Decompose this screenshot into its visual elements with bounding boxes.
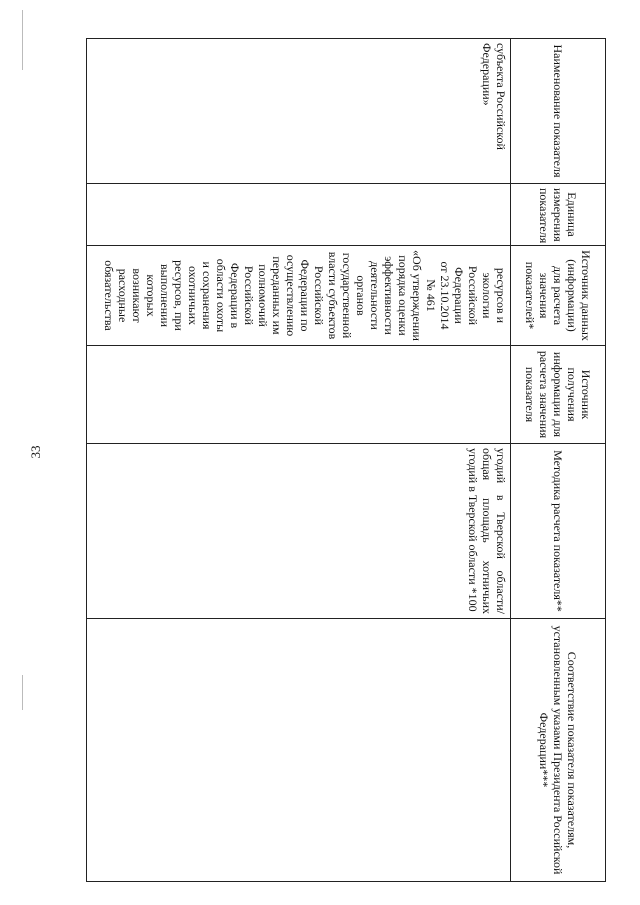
source-line: Российской	[466, 265, 480, 326]
source-line: от 23.10.2014	[438, 261, 452, 330]
source-line: Федерации	[452, 267, 466, 324]
source-line: эффективности	[382, 256, 396, 335]
table-header-row	[511, 39, 606, 882]
source-line: порядка оценки	[396, 255, 410, 336]
cell-unit	[87, 184, 511, 246]
header-indicator-name: Наименование показателя	[511, 39, 606, 184]
header-compliance: Соответствие показателя показателям, установленным указами Президента Российской Федерации***	[511, 619, 606, 882]
margin-mark	[22, 10, 23, 70]
source-line: полномочий	[256, 264, 270, 327]
source-line: экологии	[480, 272, 494, 319]
rotated-table-wrapper	[86, 38, 606, 881]
cell-indicator-name: субъекта Российской Федерации»	[87, 39, 511, 184]
source-line: переданных им	[270, 256, 284, 335]
table-row	[87, 39, 511, 882]
source-line: расходные	[116, 268, 130, 323]
source-line: ресурсов и	[494, 267, 508, 324]
source-line: «Об утверждении	[410, 250, 424, 341]
source-line: государственной	[340, 252, 354, 339]
source-line: выполнении	[158, 264, 172, 327]
source-line: ресурсов, при	[172, 260, 186, 331]
source-line: № 461	[424, 279, 438, 312]
margin-mark	[22, 675, 23, 710]
header-info-source: Источник получения информации для расчета значения показателя	[511, 346, 606, 444]
cell-info-source	[87, 346, 511, 444]
source-line: Федерации по	[298, 259, 312, 332]
source-line: и сохранения	[200, 261, 214, 330]
source-line: деятельности	[368, 261, 382, 330]
source-line: органов	[354, 275, 368, 316]
source-line: Российской	[242, 265, 256, 326]
cell-method: угодий в Тверской области/общая площадь хотничьих угодий в Тверской области *100	[87, 444, 511, 619]
source-line: власти субъектов	[326, 251, 340, 340]
indicator-table	[86, 38, 606, 882]
header-data-source: Источник данных (информации) для расчета значения показателей*	[511, 246, 606, 346]
source-line: обязательства	[102, 260, 116, 331]
header-method: Методика расчета показателя**	[511, 444, 606, 619]
cell-compliance	[87, 619, 511, 882]
source-line: охотничьих	[186, 265, 200, 326]
page-number: 33	[28, 445, 43, 459]
source-line: осуществлению	[284, 254, 298, 337]
source-line: Российской	[312, 265, 326, 326]
source-line: области охоты	[214, 258, 228, 333]
header-unit: Единица измерения показателя	[511, 184, 606, 246]
source-line: которых возникают	[130, 268, 158, 323]
cell-data-source	[87, 246, 511, 346]
source-line: Федерации в	[228, 262, 242, 329]
